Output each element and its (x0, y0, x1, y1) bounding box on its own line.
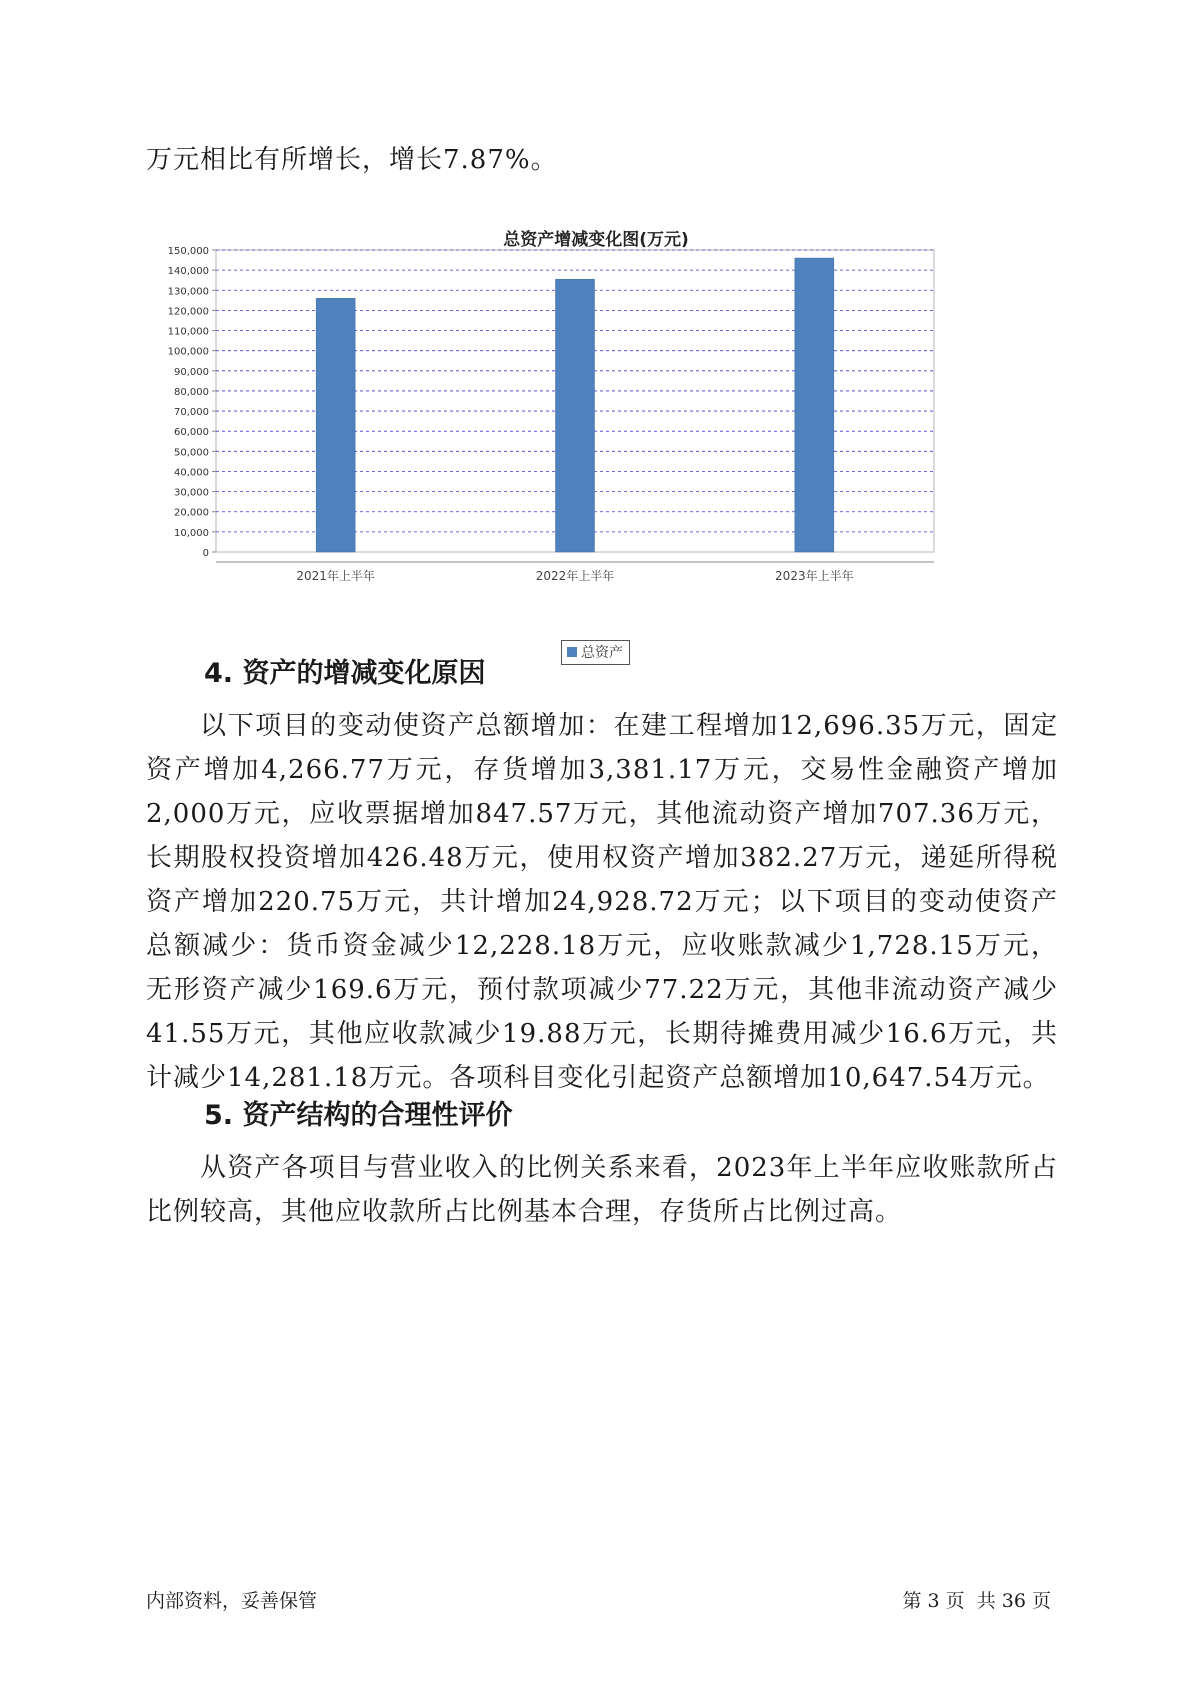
y-tick-label: 150,000 (167, 246, 209, 257)
y-tick-label: 70,000 (174, 407, 209, 419)
total-assets-chart (146, 220, 1046, 680)
section4-heading: 4. 资产的增减变化原因 (204, 658, 486, 689)
x-tick-label: 2021年上半年 (296, 569, 375, 583)
y-tick-label: 100,000 (167, 346, 209, 358)
footer-page-info (897, 1586, 1051, 1613)
y-tick-label: 130,000 (167, 286, 209, 298)
y-tick-label: 80,000 (174, 386, 209, 398)
footer-page-number: 第 3 页 (902, 1590, 965, 1612)
bar-2022年上半年 (556, 279, 595, 552)
y-tick-label: 10,000 (174, 527, 209, 539)
section5-body: 从资产各项目与营业收入的比例关系来看，2023年上半年应收账款所占比例较高，其他应收款所占比例基本合理，存货所占比例过高。 (146, 1153, 1058, 1227)
y-tick-label: 40,000 (174, 467, 209, 479)
footer-confidential: 内部资料，妥善保管 (146, 1590, 318, 1612)
y-tick-label: 110,000 (167, 326, 209, 338)
y-tick-label: 120,000 (167, 306, 209, 318)
section5-heading: 5. 资产结构的合理性评价 (204, 1100, 513, 1131)
chart-legend (561, 640, 630, 665)
y-tick-label: 0 (202, 548, 209, 559)
legend-swatch (567, 647, 577, 657)
intro-line: 万元相比有所增长，增长7.87%。 (146, 145, 558, 175)
chart-title: 总资产增减变化图(万元) (503, 230, 689, 250)
bar-2021年上半年 (316, 298, 355, 552)
bar-2023年上半年 (795, 258, 834, 552)
footer-total-pages: 共 36 页 (976, 1590, 1051, 1612)
y-tick-label: 30,000 (174, 487, 209, 499)
y-tick-label: 90,000 (174, 366, 209, 378)
y-tick-label: 140,000 (167, 266, 209, 278)
chart-svg (146, 220, 1046, 680)
y-tick-label: 50,000 (174, 447, 209, 459)
legend-label: 总资产 (581, 645, 623, 661)
x-tick-label: 2022年上半年 (535, 569, 615, 583)
section4-body: 以下项目的变动使资产总额增加：在建工程增加12,696.35万元，固定资产增加4,266.77万元，存货增加3,381.17万元，交易性金融资产增加2,000万元，应收票据增加847.57万元，其他流动资产增加707.36万元，长期股权投资增加426.48万元，使用权资产增加382.27万元，递延所得税资产增加220.75万元，共计增加24,928.72万元；以下项目的变动使资产总额减少：货币资金减少12,228.18万元，应收账款减少1,728.15万元，无形资产减少169.6万元，预付款项减少77.22万元，其他非流动资产减少41.55万元，其他应收款减少19.88万元，长期待摊费用减少16.6万元，共计减少14,281.18万元。各项科目变化引起资产总额增加10,647.54万元。 (146, 711, 1058, 1093)
y-tick-label: 20,000 (174, 507, 209, 519)
y-tick-label: 60,000 (174, 427, 209, 439)
x-tick-label: 2023年上半年 (775, 569, 854, 583)
